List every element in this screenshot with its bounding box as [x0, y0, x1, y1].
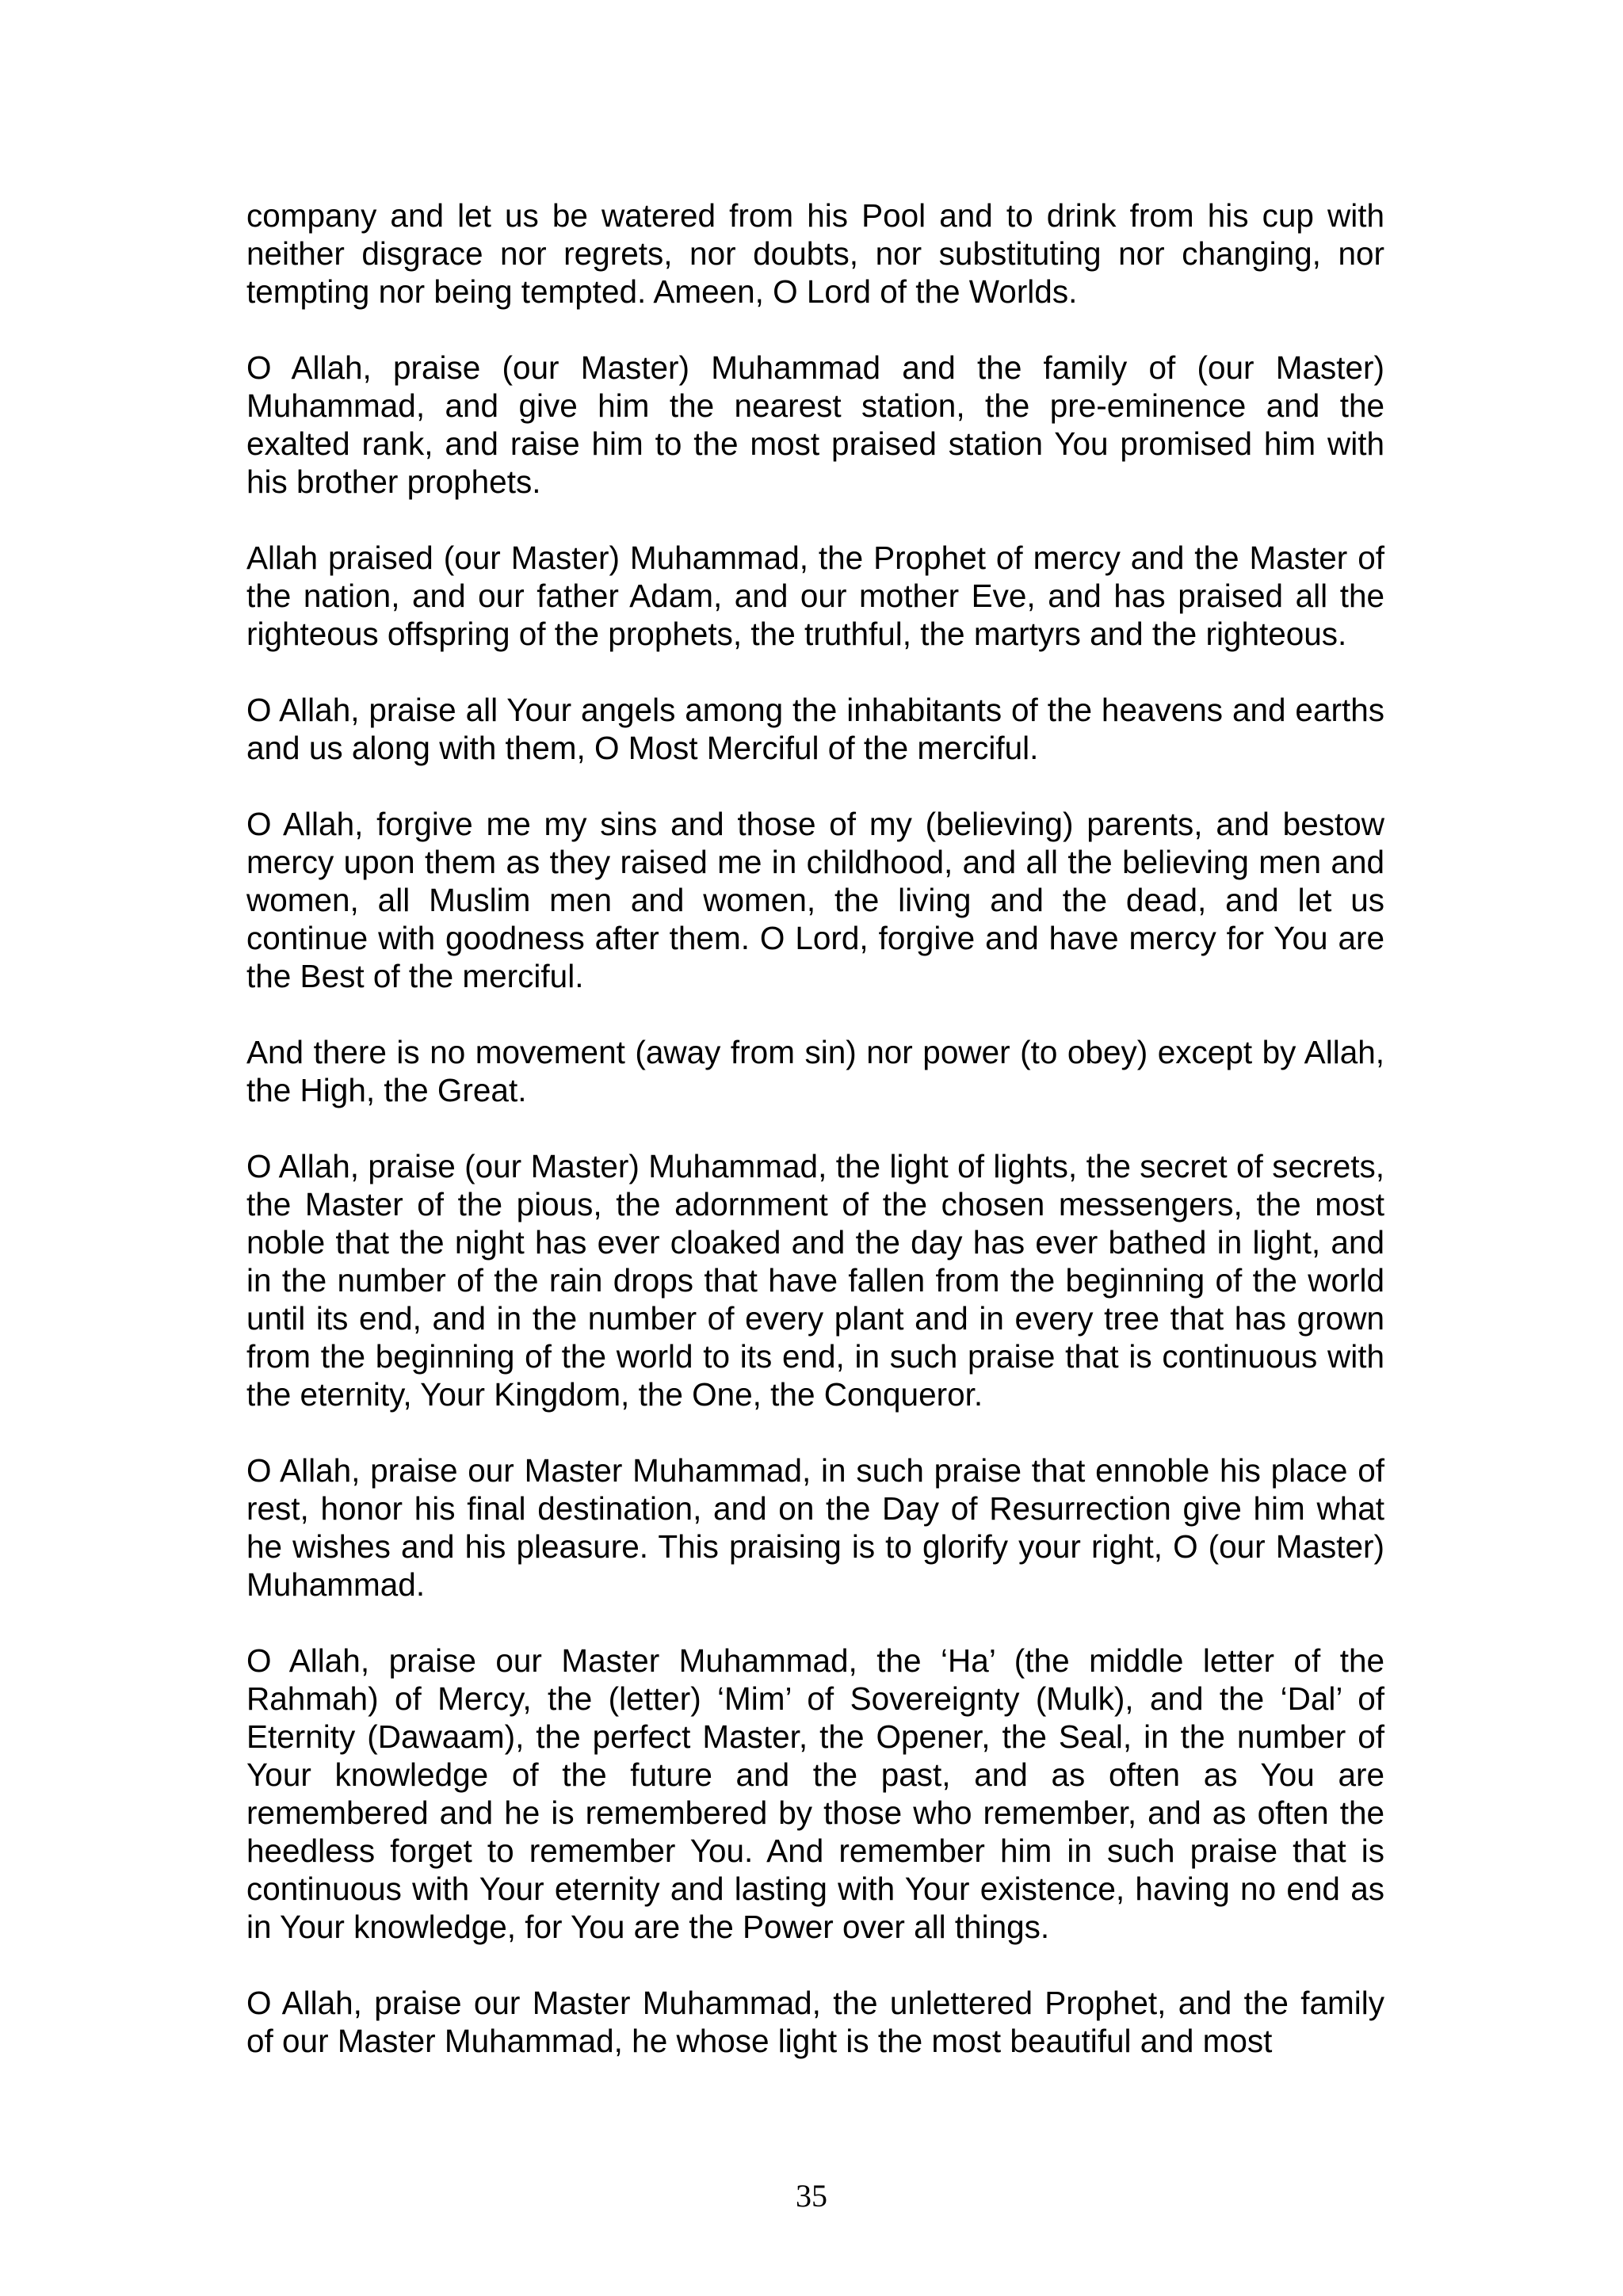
paragraph: O Allah, praise (our Master) Muhammad and the family of (our Master) Muhammad, and give him the nearest station, the pre-eminence and the exalted rank, and raise him to the most praised station You promised him with his brother prophets. [246, 349, 1384, 500]
paragraph: Allah praised (our Master) Muhammad, the Prophet of mercy and the Master of the nation, and our father Adam, and our mother Eve, and has praised all the righteous offspring of the prophets, the truthful, the martyrs and the righteous. [246, 540, 1384, 652]
paragraph: O Allah, praise our Master Muhammad, the unlettered Prophet, and the family of our Master Muhammad, he whose light is the most beautiful and most [246, 1985, 1384, 2059]
paragraph: O Allah, praise (our Master) Muhammad, the light of lights, the secret of secrets, the Master of the pious, the adornment of the chosen messengers, the most noble that the night has ever cloaked and the day has ever bathed in light, and in the number of the rain drops that have fallen from the beginning of the world until its end, and in the number of every plant and in every tree that has grown from the beginning of the world to its end, in such praise that is continuous with the eternity, Your Kingdom, the One, the Conqueror. [246, 1148, 1384, 1413]
paragraph: O Allah, forgive me my sins and those of my (believing) parents, and bestow mercy upon them as they raised me in childhood, and all the believing men and women, all Muslim men and women, the living and the dead, and let us continue with goodness after them. O Lord, forgive and have mercy for You are the Best of the merciful. [246, 806, 1384, 994]
page-number: 35 [796, 2178, 827, 2214]
body-text [246, 196, 1384, 2098]
paragraph: O Allah, praise all Your angels among the inhabitants of the heavens and earths and us along with them, O Most Merciful of the merciful. [246, 692, 1384, 766]
paragraph: O Allah, praise our Master Muhammad, in such praise that ennoble his place of rest, honor his final destination, and on the Day of Resurrection give him what he wishes and his pleasure. This praising is to glorify your right, O (our Master) Muhammad. [246, 1452, 1384, 1603]
paragraph: And there is no movement (away from sin) nor power (to obey) except by Allah, the High, the Great. [246, 1034, 1384, 1108]
paragraph: O Allah, praise our Master Muhammad, the ‘Ha’ (the middle letter of the Rahmah) of Mercy, the (letter) ‘Mim’ of Sovereignty (Mulk), and the ‘Dal’ of Eternity (Dawaam), the perfect Master, the Opener, the Seal, in the number of Your knowledge of the future and the past, and as often as You are remembered and he is remembered by those who remember, and as often the heedless forget to remember You. And remember him in such praise that is continuous with Your eternity and lasting with Your existence, having no end as in Your knowledge, for You are the Power over all things. [246, 1642, 1384, 1945]
paragraph: company and let us be watered from his Pool and to drink from his cup with neither disgrace nor regrets, nor doubts, nor substituting nor changing, nor tempting nor being tempted. Ameen, O Lord of the Worlds. [246, 197, 1384, 310]
